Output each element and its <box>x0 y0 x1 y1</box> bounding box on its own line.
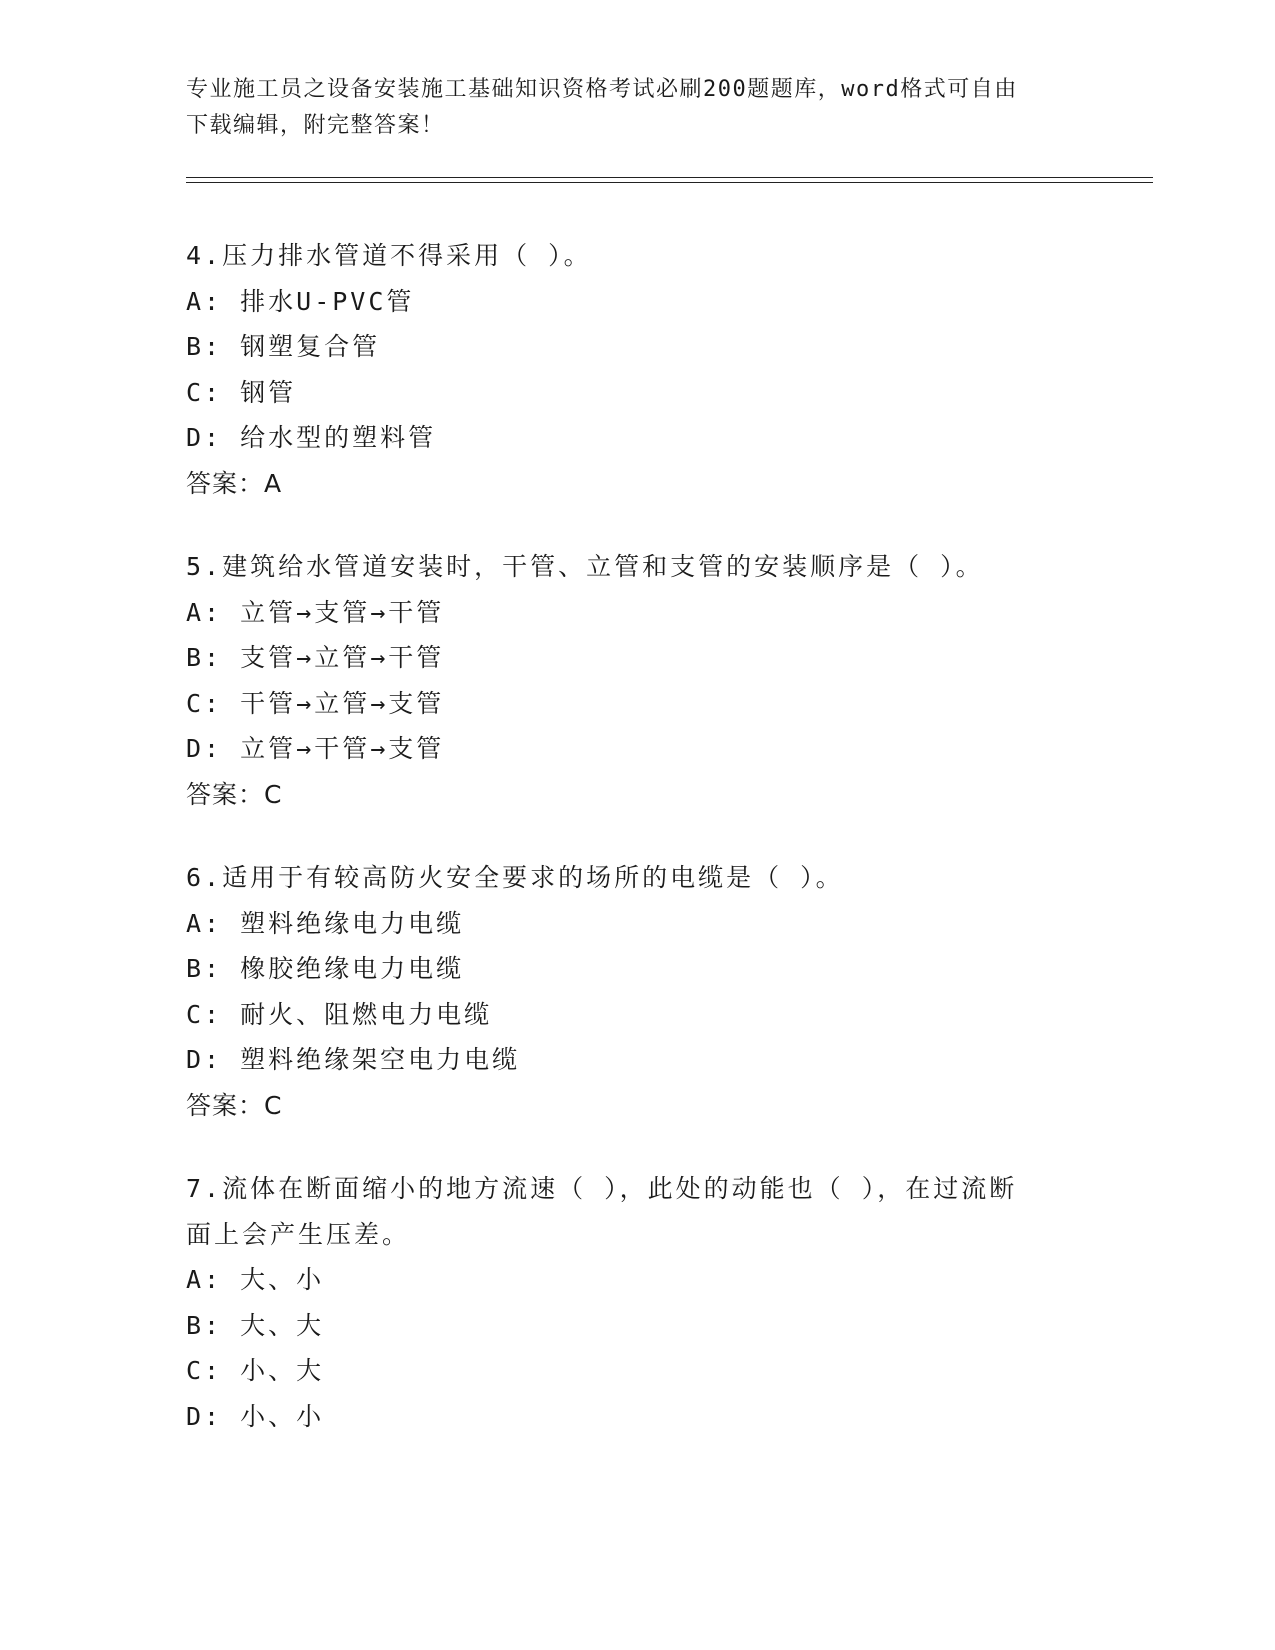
header-rule-top <box>186 177 1153 178</box>
option-b: B: 橡胶绝缘电力电缆 <box>186 954 465 983</box>
question-stem: 5.建筑给水管道安装时，干管、立管和支管的安装顺序是（ ）。 <box>186 552 984 581</box>
header-rule-bottom <box>186 182 1153 183</box>
option-a: A: 排水U-PVC管 <box>186 286 415 316</box>
question-stem: 4.压力排水管道不得采用（ ）。 <box>186 241 592 270</box>
option-d: D: 立管→干管→支管 <box>186 734 445 763</box>
document-header <box>186 72 1066 144</box>
option-a: A: 立管→支管→干管 <box>186 597 445 627</box>
option-d: D: 给水型的塑料管 <box>186 423 437 452</box>
question-list <box>186 233 1066 1477</box>
question-4 <box>186 233 1066 506</box>
answer: 答案：C <box>186 779 283 809</box>
question-5 <box>186 544 1066 817</box>
question-stem-line-2: 面上会产生压差。 <box>186 1219 411 1249</box>
option-a: A: 塑料绝缘电力电缆 <box>186 908 465 938</box>
answer: 答案：C <box>186 1090 283 1120</box>
question-stem-line-1: 7.流体在断面缩小的地方流速（ ），此处的动能也（ ），在过流断 <box>186 1174 1018 1203</box>
answer: 答案：A <box>186 468 283 498</box>
question-stem: 6.适用于有较高防火安全要求的场所的电缆是（ ）。 <box>186 863 844 892</box>
option-c: C: 钢管 <box>186 377 297 407</box>
question-7 <box>186 1166 1066 1439</box>
option-b: B: 大、大 <box>186 1310 325 1340</box>
option-b: B: 钢塑复合管 <box>186 332 381 361</box>
option-c: C: 耐火、阻燃电力电缆 <box>186 999 493 1029</box>
option-d: D: 塑料绝缘架空电力电缆 <box>186 1045 521 1074</box>
option-b: B: 支管→立管→干管 <box>186 643 445 672</box>
option-d: D: 小、小 <box>186 1401 325 1431</box>
header-line-2: 下载编辑，附完整答案！ <box>186 113 445 138</box>
option-c: C: 干管→立管→支管 <box>186 688 445 718</box>
option-c: C: 小、大 <box>186 1356 325 1385</box>
header-line-1: 专业施工员之设备安装施工基础知识资格考试必刷200题题库，word格式可自由 <box>186 77 1018 102</box>
question-6 <box>186 855 1066 1128</box>
option-a: A: 大、小 <box>186 1265 325 1294</box>
